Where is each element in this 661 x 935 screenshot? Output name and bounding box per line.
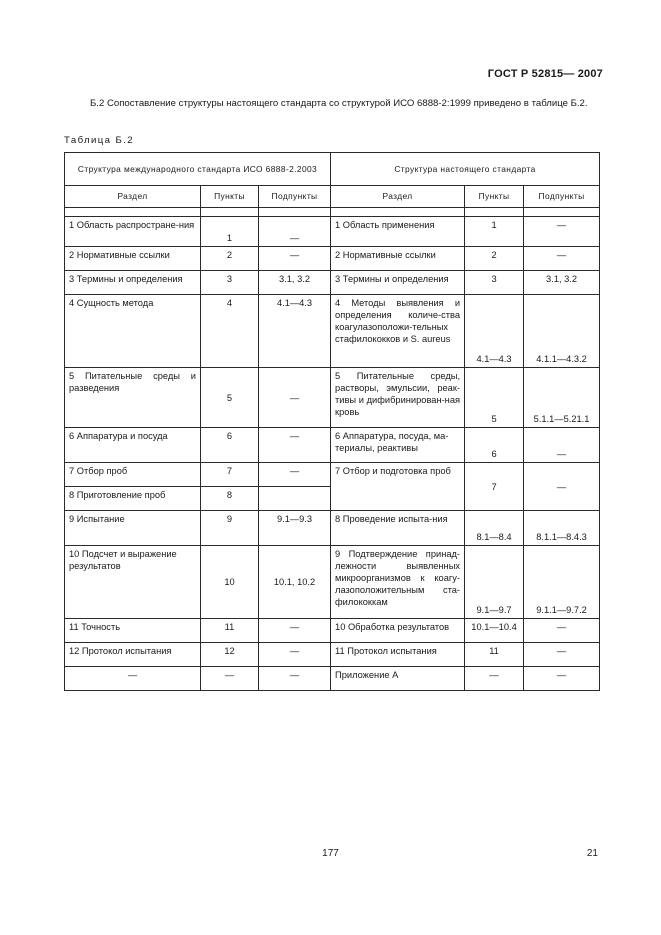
right-points-cell: 1 [465, 217, 524, 247]
right-subpoints-cell: 3.1, 3.2 [524, 271, 600, 295]
table-row [65, 667, 600, 691]
table-row [65, 463, 600, 487]
right-subpoints-cell: 9.1.1—9.7.2 [524, 546, 600, 619]
right-section-cell: 11 Протокол испытания [331, 643, 465, 667]
col-header-subpoints-left: Подпункты [259, 186, 331, 208]
left-subpoints-cell: — [259, 368, 331, 428]
left-section-cell: 12 Протокол испытания [65, 643, 201, 667]
right-points-cell: 10.1—10.4 [465, 619, 524, 643]
left-section-cell: 5 Питательные среды и разведения [65, 368, 201, 428]
right-subpoints-cell: 8.1.1—8.4.3 [524, 511, 600, 546]
right-points-cell: 9.1—9.7 [465, 546, 524, 619]
left-section-cell: 9 Испытание [65, 511, 201, 546]
left-subpoints-cell: — [259, 619, 331, 643]
table-row [65, 217, 600, 247]
right-points-cell: 7 [465, 463, 524, 511]
table-row [65, 546, 600, 619]
left-points-cell: 5 [201, 368, 259, 428]
left-points-cell: 8 [201, 487, 259, 511]
comparison-table [64, 152, 600, 691]
right-points-cell: 6 [465, 428, 524, 463]
right-section-cell: 8 Проведение испыта-ния [331, 511, 465, 546]
right-points-cell: 8.1—8.4 [465, 511, 524, 546]
left-subpoints-cell: 9.1—9.3 [259, 511, 331, 546]
right-points-cell: 4.1—4.3 [465, 295, 524, 368]
left-section-cell: — [65, 667, 201, 691]
table-row [65, 295, 600, 368]
right-section-cell: 10 Обработка результатов [331, 619, 465, 643]
standard-header: ГОСТ Р 52815— 2007 [487, 68, 603, 80]
left-points-cell: 11 [201, 619, 259, 643]
left-subpoints-cell [259, 487, 331, 511]
table-row [65, 247, 600, 271]
right-section-cell: 5 Питательные среды, растворы, эмульсии, реак-тивы и дифибринирован-ная кровь [331, 368, 465, 428]
right-points-cell: 5 [465, 368, 524, 428]
table-row [65, 511, 600, 546]
left-subpoints-cell: — [259, 247, 331, 271]
left-section-cell: 1 Область распростране-ния [65, 217, 201, 247]
left-points-cell: — [201, 667, 259, 691]
right-section-cell: 2 Нормативные ссылки [331, 247, 465, 271]
left-section-cell: 6 Аппаратура и посуда [65, 428, 201, 463]
left-points-cell: 6 [201, 428, 259, 463]
page-number-center: 177 [322, 848, 339, 859]
left-subpoints-cell: 3.1, 3.2 [259, 271, 331, 295]
left-subpoints-cell: 4.1—4.3 [259, 295, 331, 368]
left-subpoints-cell: — [259, 463, 331, 487]
right-section-cell: 6 Аппаратура, посуда, ма-териалы, реактивы [331, 428, 465, 463]
right-subpoints-cell: — [524, 667, 600, 691]
right-points-cell: 11 [465, 643, 524, 667]
right-section-cell: 3 Термины и определения [331, 271, 465, 295]
left-subpoints-cell: 10.1, 10.2 [259, 546, 331, 619]
table-row [65, 271, 600, 295]
right-subpoints-cell: — [524, 619, 600, 643]
left-section-cell: 10 Подсчет и выражение результатов [65, 546, 201, 619]
col-header-section-left: Раздел [65, 186, 201, 208]
left-points-cell: 3 [201, 271, 259, 295]
right-subpoints-cell: — [524, 428, 600, 463]
table-row [65, 643, 600, 667]
left-subpoints-cell: — [259, 217, 331, 247]
table-caption: Таблица Б.2 [64, 135, 134, 146]
col-header-section-right: Раздел [331, 186, 465, 208]
right-subpoints-cell: — [524, 247, 600, 271]
right-section-cell: 7 Отбор и подготовка проб [331, 463, 465, 511]
left-section-cell: 3 Термины и определения [65, 271, 201, 295]
left-subpoints-cell: — [259, 643, 331, 667]
right-points-cell: 2 [465, 247, 524, 271]
page-number-right: 21 [586, 848, 598, 859]
left-section-cell: 4 Сущность метода [65, 295, 201, 368]
table-row [65, 619, 600, 643]
col-header-subpoints-right: Подпункты [524, 186, 600, 208]
right-subpoints-cell: 5.1.1—5.21.1 [524, 368, 600, 428]
col-header-points-left: Пункты [201, 186, 259, 208]
left-points-cell: 10 [201, 546, 259, 619]
left-points-cell: 12 [201, 643, 259, 667]
left-section-cell: 7 Отбор проб [65, 463, 201, 487]
right-subpoints-cell: 4.1.1—4.3.2 [524, 295, 600, 368]
right-points-cell: — [465, 667, 524, 691]
intro-paragraph: Б.2 Сопоставление структуры настоящего стандарта со структурой ИСО 6888-2:1999 приведено в таблице Б.2. [90, 98, 588, 109]
right-section-cell: Приложение А [331, 667, 465, 691]
left-section-cell: 2 Нормативные ссылки [65, 247, 201, 271]
left-subpoints-cell: — [259, 428, 331, 463]
left-points-cell: 1 [201, 217, 259, 247]
left-section-cell: 11 Точность [65, 619, 201, 643]
header-national-structure: Структура настоящего стандарта [331, 153, 600, 186]
left-section-cell: 8 Приготовление проб [65, 487, 201, 511]
right-subpoints-cell: — [524, 643, 600, 667]
right-subpoints-cell: — [524, 463, 600, 511]
left-points-cell: 7 [201, 463, 259, 487]
right-section-cell: 9 Подтверждение принад-лежности выявленных микроорганизмов к коагу-лазоположительным ста-филококкам [331, 546, 465, 619]
left-points-cell: 9 [201, 511, 259, 546]
left-points-cell: 2 [201, 247, 259, 271]
table-row [65, 368, 600, 428]
col-header-points-right: Пункты [465, 186, 524, 208]
right-points-cell: 3 [465, 271, 524, 295]
left-points-cell: 4 [201, 295, 259, 368]
left-subpoints-cell: — [259, 667, 331, 691]
right-section-cell: 1 Область применения [331, 217, 465, 247]
header-international-structure: Структура международного стандарта ИСО 6888-2.2003 [65, 153, 331, 186]
table-row [65, 428, 600, 463]
right-section-cell: 4 Методы выявления и определения количе-ства коагулазоположи-тельных стафилококков и S. aureus [331, 295, 465, 368]
right-subpoints-cell: — [524, 217, 600, 247]
